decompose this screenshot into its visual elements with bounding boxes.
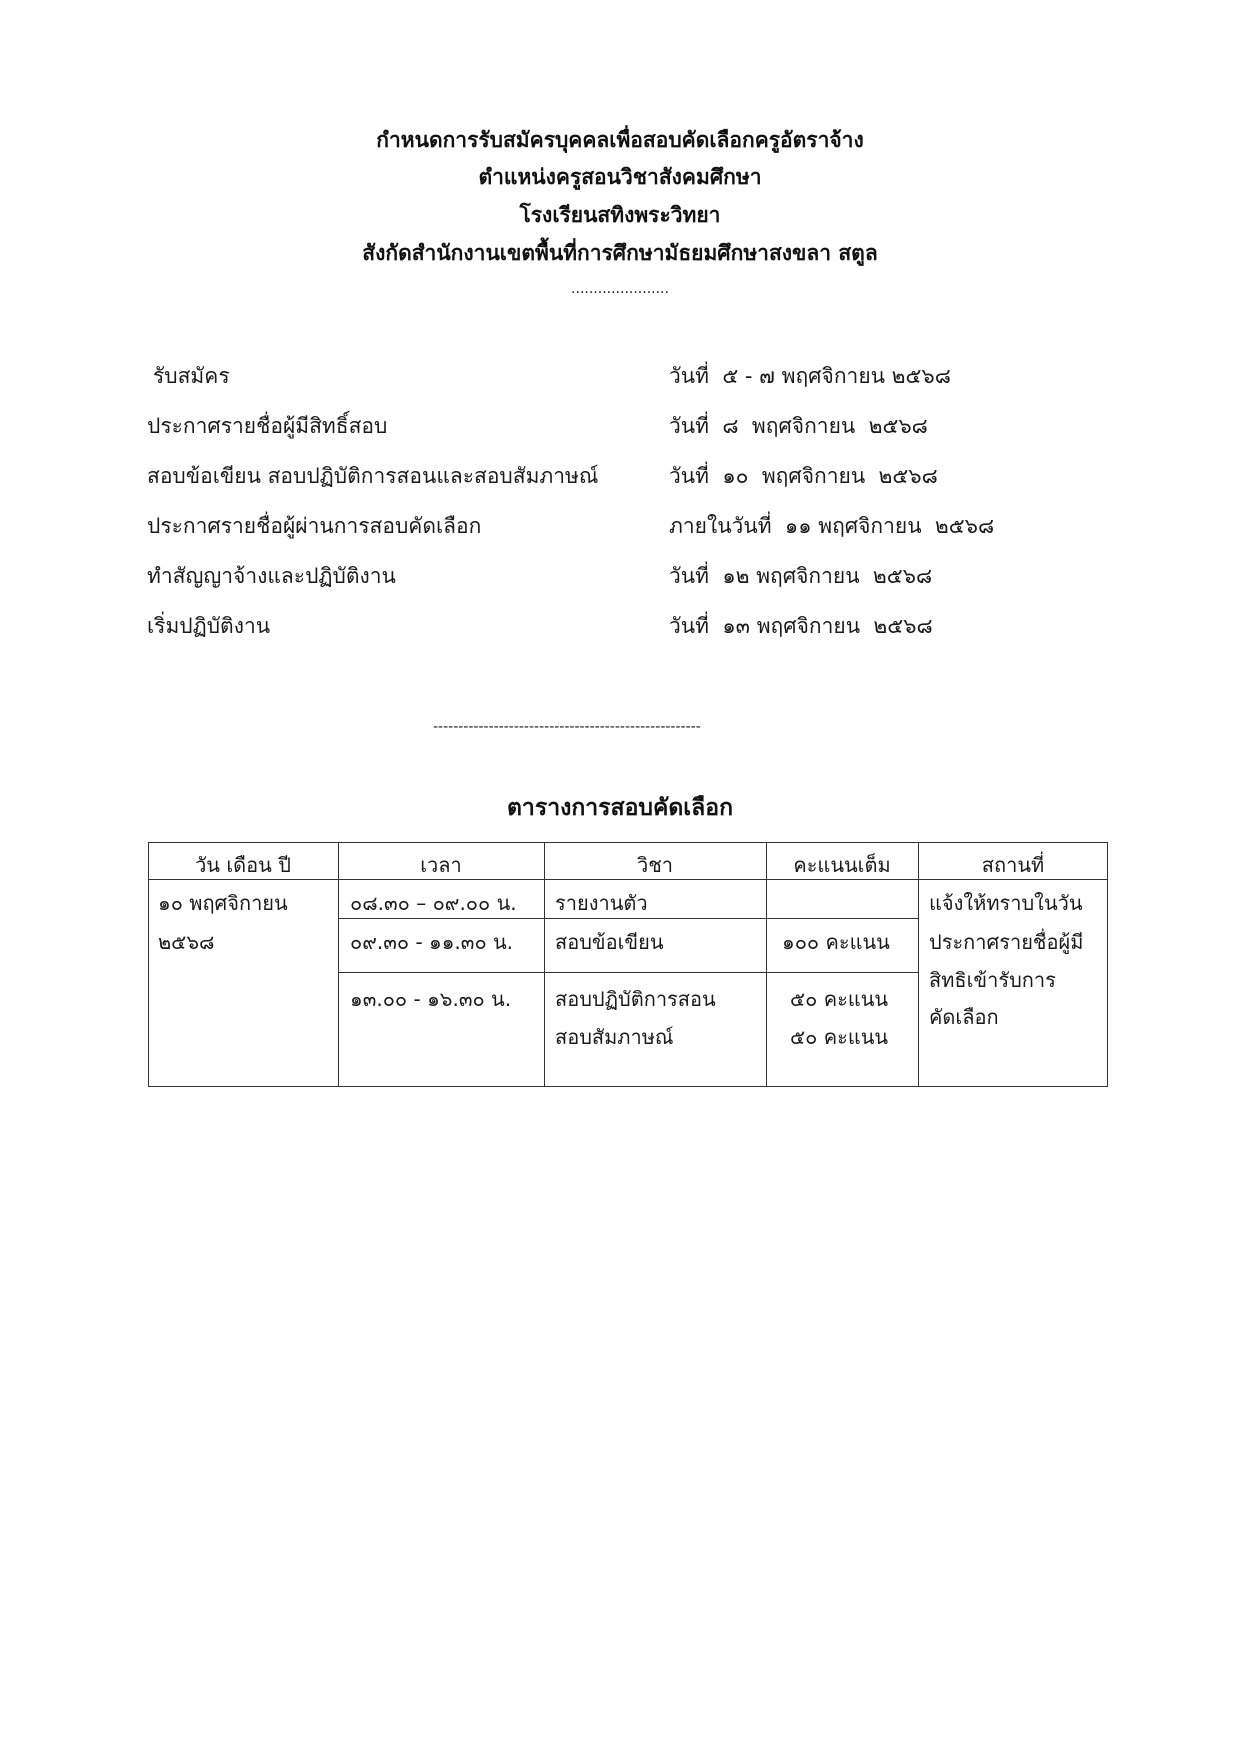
schedule-date: วันที่ ๑๐ พฤศจิกายน ๒๕๖๘ [669,464,938,488]
exam-time: ๐๘.๓๐ – ๐๙.๐๐ น. [350,891,517,915]
schedule-date: วันที่ ๕ - ๗ พฤศจิกายน ๒๕๖๘ [669,364,951,388]
exam-score: ๕๐ คะแนน [790,1025,889,1049]
exam-place-line: ประกาศรายชื่อผู้มี [929,930,1084,954]
exam-subject: สอบปฏิบัติการสอน [555,987,716,1011]
exam-time: ๐๙.๓๐ - ๑๑.๓๐ น. [350,930,514,954]
exam-place-line: คัดเลือก [929,1005,999,1029]
heading-dots: ...................... [571,281,669,297]
table-header-time: เวลา [420,853,462,877]
schedule-label: เริ่มปฏิบัติงาน [147,614,271,638]
heading-line-1: กำหนดการรับสมัครบุคคลเพื่อสอบคัดเลือกครูอัตราจ้าง [376,128,864,152]
schedule-date: วันที่ ๑๓ พฤศจิกายน ๒๕๖๘ [669,614,933,638]
heading-line-4: สังกัดสำนักงานเขตพื้นที่การศึกษามัธยมศึกษาสงขลา สตูล [362,241,878,265]
schedule-label: ทำสัญญาจ้างและปฏิบัติงาน [147,564,396,588]
schedule-label: ประกาศรายชื่อผู้ผ่านการสอบคัดเลือก [147,514,482,538]
exam-date-line: ๑๐ พฤศจิกายน [158,891,288,915]
schedule-label: ประกาศรายชื่อผู้มีสิทธิ์สอบ [147,414,388,438]
schedule-date: ภายในวันที่ ๑๑ พฤศจิกายน ๒๕๖๘ [669,514,995,538]
table-header-score: คะแนนเต็ม [793,853,891,877]
heading-line-2: ตำแหน่งครูสอนวิชาสังคมศึกษา [478,165,762,189]
exam-subject: สอบข้อเขียน [555,930,664,954]
exam-time: ๑๓.๐๐ - ๑๖.๓๐ น. [350,987,512,1011]
exam-table-title: ตารางการสอบคัดเลือก [506,795,733,821]
schedule-label: รับสมัคร [153,364,230,388]
exam-subject: รายงานตัว [555,891,648,915]
schedule-date: วันที่ ๘ พฤศจิกายน ๒๕๖๘ [669,414,928,438]
heading-line-3: โรงเรียนสทิงพระวิทยา [519,203,721,227]
exam-score: ๕๐ คะแนน [790,987,889,1011]
schedule-date: วันที่ ๑๒ พฤศจิกายน ๒๕๖๘ [669,564,933,588]
exam-place-line: แจ้งให้ทราบในวัน [929,891,1083,915]
exam-score: ๑๐๐ คะแนน [782,930,890,954]
table-header-date: วัน เดือน ปี [195,853,291,877]
section-divider: ----------------------------------------------------- [433,719,701,735]
table-header-place: สถานที่ [981,853,1045,877]
schedule-label: สอบข้อเขียน สอบปฏิบัติการสอนและสอบสัมภาษณ์ [147,464,599,488]
row-divider [338,972,918,973]
exam-subject: สอบสัมภาษณ์ [555,1025,674,1049]
exam-place-line: สิทธิเข้ารับการ [929,968,1056,992]
exam-date-line: ๒๕๖๘ [158,930,215,954]
table-header-subject: วิชา [636,853,674,877]
